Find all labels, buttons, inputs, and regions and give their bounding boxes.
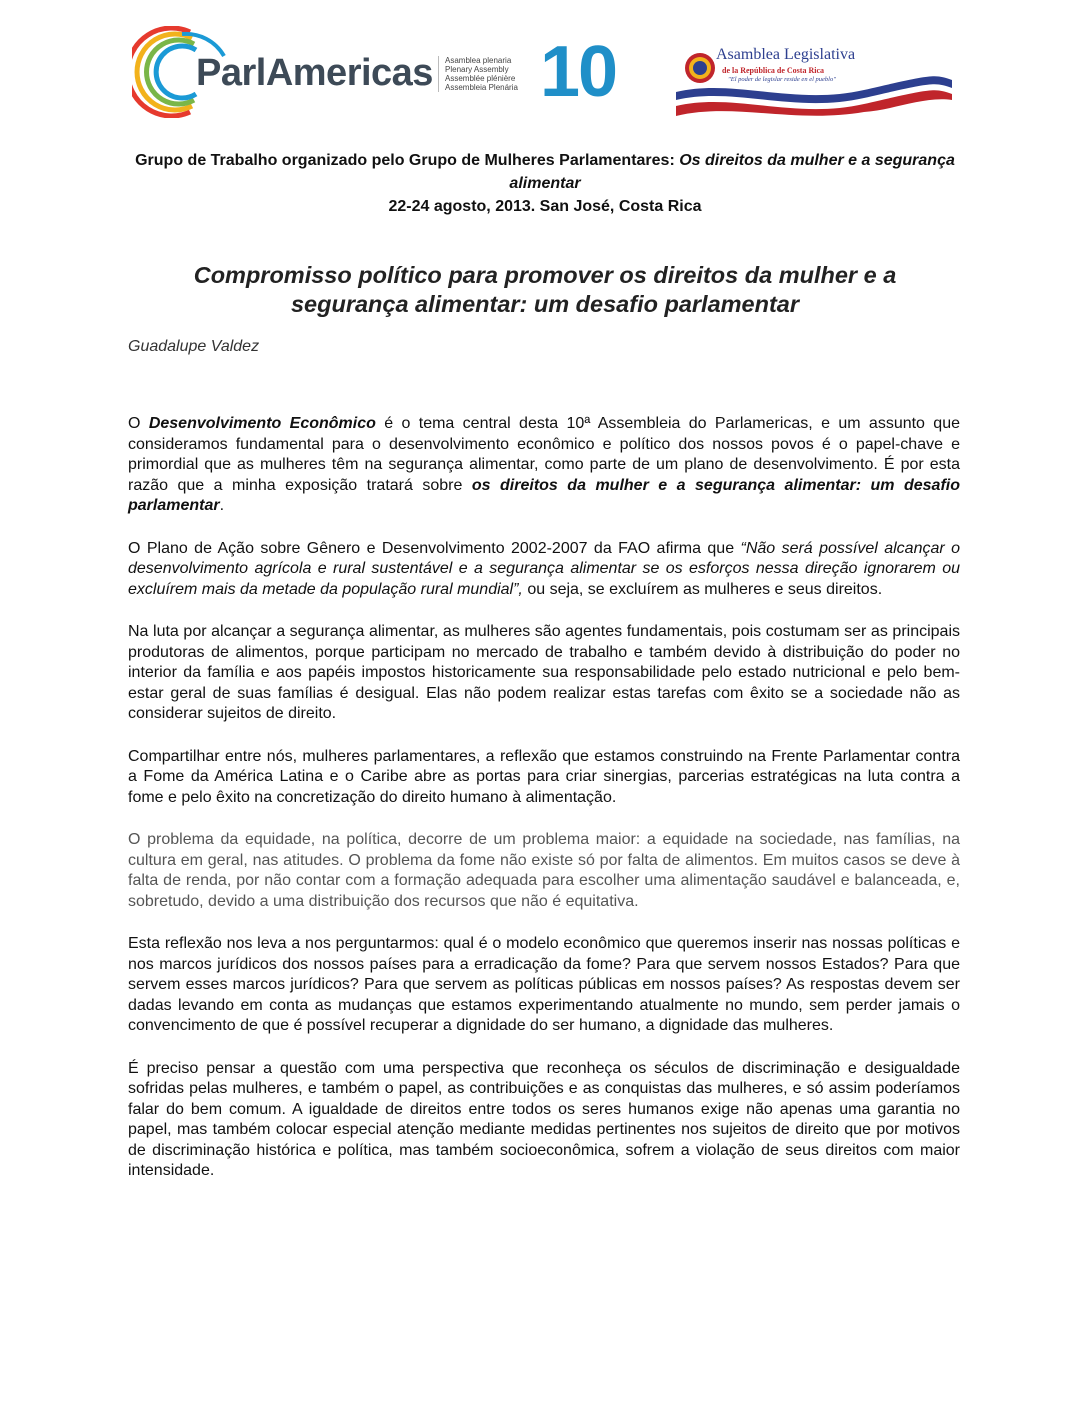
legislative-assembly-subtitle: de la República de Costa Rica [722, 66, 824, 75]
page-header [0, 0, 1088, 130]
plenary-line: Assemblée plénière [445, 74, 516, 83]
event-group-text: Grupo de Trabalho organizado pelo Grupo de Mulheres Parlamentares: [135, 152, 680, 169]
plenary-line: Asamblea plenaria [445, 56, 512, 65]
event-theme: Os direitos da mulher e a segurança alimentar [509, 152, 955, 192]
text-run: é o tema central desta 10ª Assembleia do Parlamericas, e um assunto que consideramos fundamental para o desenvolvimento econômico e político dos nossos povos é o papel-chave e primordial que as mulheres têm na segurança alimentar, como parte de um plano de desenvolvimento. É por esta razão que a minha exposição tratará sobre [128, 415, 961, 494]
paragraph-5: O problema da equidade, na política, decorre de um problema maior: a equidade na sociedade, nas famílias, na cultura em geral, nas atitudes. O problema da fome não existe só por falta de alimentos. Em muitos casos se deve à falta de renda, por não contar com a formação adequada para escolher uma alimentação saudável e balanceada, e, sobretudo, devido a uma distribuição dos recursos que não é equitativa. [128, 831, 960, 910]
paragraph-1 [128, 414, 960, 517]
paragraph-7: É preciso pensar a questão com uma perspectiva que reconheça os séculos de discriminação e desigualdade sofridas pelas mulheres, e também o papel, as contribuições e as conquistas das mulheres, e só assim poderíamos falar do bem comum. A igualdade de direitos entre todos os seres humanos exige não apenas uma garantia no papel, mas também colocar especial atenção mediante medidas pertinentes nos sujeitos de direito que por motivos de discriminação histórica e política, mas também socioeconômica, sofrem a violação de seus direitos com maior intensidade. [128, 1059, 960, 1179]
paragraph-6: Esta reflexão nos leva a nos perguntarmos: qual é o modelo econômico que queremos inserir nas nossas políticas e nos marcos jurídicos dos nossos países para a erradicação da fome? Para que servem nossos Estados? Para que servem esses marcos jurídicos? Para que servem as políticas públicas em nossos países? As respostas devem ser dadas levando em conta as mudanças que estamos experimentando atualmente no mundo, sem perder jamais o convencimento de que é possível recuperar a dignidade do ser humano, a dignidade das mulheres. [128, 935, 960, 1034]
assembly-number: 10 [540, 32, 617, 112]
emphasis-text: os direitos da mulher e a segurança alimentar: um desafio parlamentar [128, 476, 960, 514]
plenary-line: Plenary Assembly [445, 65, 509, 74]
paragraph-2 [128, 539, 960, 601]
quote-text: “Não será possível alcançar o desenvolvimento agrícola e rural sustentável e a segurança alimentar se os esforços nessa direção ignorarem ou excluírem mais da metade da população rural mundial”, [128, 539, 960, 598]
parlamericas-wordmark: ParlAmericas [196, 52, 433, 94]
text-run: O [128, 415, 149, 432]
text-run: . [219, 497, 225, 514]
plenary-line: Assembleia Plenária [445, 83, 518, 92]
legislative-assembly-motto: "El poder de legislar reside en el pueblo" [728, 76, 836, 83]
event-header [120, 149, 970, 218]
document-title: Compromisso político para promover os direitos da mulher e a segurança alimentar: um desafio parlamentar [193, 262, 897, 317]
plenary-assembly-label [438, 56, 535, 92]
event-line-1 [120, 149, 970, 195]
author-name: Guadalupe Valdez [128, 338, 260, 355]
text-run: ou seja, se excluírem as mulheres e seus direitos. [522, 580, 883, 598]
text-run: O Plano de Ação sobre Gênero e Desenvolvimento 2002-2007 da FAO afirma que [128, 539, 741, 557]
legislative-assembly-title: Asamblea Legislativa [716, 46, 856, 63]
paragraph-3: Na luta por alcançar a segurança alimentar, as mulheres são agentes fundamentais, pois costumam ser as principais produtoras de alimentos, porque participam no mercado de trabalho e também devido à distribuição do poder no interior da família e aos papéis impostos historicamente sua responsabilidade pelo estado nutricional e pelo bem-estar geral de suas famílias é desigual. Elas não podem realizar estas tarefas com êxito se a sociedade não as considerar sujeitos de direito. [128, 623, 960, 722]
document-body [128, 414, 960, 1204]
event-date-location: 22-24 agosto, 2013. San José, Costa Rica [388, 198, 702, 215]
paragraph-4: Compartilhar entre nós, mulheres parlamentares, a reflexão que estamos construindo na Frente Parlamentar contra a Fome da América Latina e o Caribe abre as portas para criar sinergias, parcerias estratégicas na luta contra a fome e pelo êxito na concretização do direito humano à alimentação. [128, 747, 960, 806]
emphasis-text: Desenvolvimento Econômico [148, 415, 376, 432]
